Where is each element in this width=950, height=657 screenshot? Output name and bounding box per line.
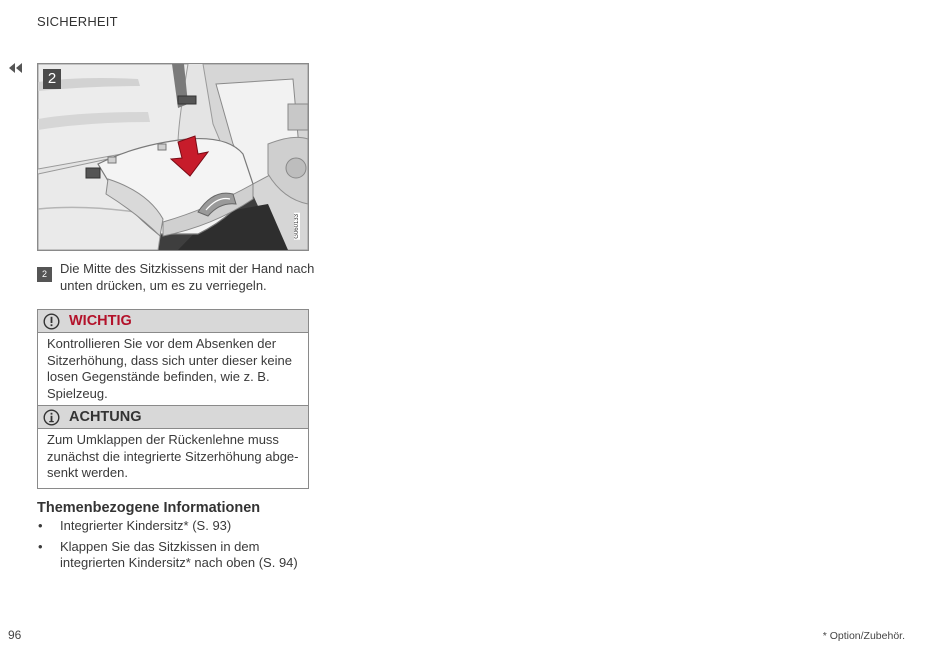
info-circle-icon xyxy=(43,409,60,426)
step-number-badge: 2 xyxy=(37,267,52,282)
important-box-header xyxy=(38,310,308,333)
exclamation-circle-icon xyxy=(43,313,60,330)
related-info-list xyxy=(37,518,312,576)
related-link-integrated-child-seat[interactable]: • Integrierter Kindersitz* (S. 93) xyxy=(37,518,312,535)
caution-box xyxy=(37,405,309,489)
figure-step-badge: 2 xyxy=(43,69,61,89)
related-link-fold-up-cushion[interactable]: • Klappen Sie das Sitzkissen in dem integrierten Kindersitz* nach oben (S. 94) xyxy=(37,539,312,572)
important-text: Kontrollieren Sie vor dem Absenken der Sitzerhöhung, dass sich unter dieser keine losen Gegenstände befinden, wie z. B. Spielzeug. xyxy=(47,336,292,401)
caution-box-header xyxy=(38,406,308,429)
seat-cushion-illustration xyxy=(38,64,308,250)
related-info-heading: Themenbezogene Informationen xyxy=(37,500,261,516)
important-title: WICHTIG xyxy=(69,313,132,329)
footnote: * Option/Zubehör. xyxy=(822,630,905,642)
caution-text: Zum Umklappen der Rückenlehne muss zunächst die integrierte Sitzerhöhung abgesenkt werden. xyxy=(47,432,299,480)
double-chevron-left-icon[interactable] xyxy=(8,62,24,74)
section-title: SICHERHEIT xyxy=(37,14,118,29)
step-text: Die Mitte des Sitzkissens mit der Hand nach unten drücken, um es zu verriegeln. xyxy=(60,261,315,293)
figure-code: G060133 xyxy=(294,214,300,239)
important-box xyxy=(37,309,309,409)
seat-illustration xyxy=(37,63,309,251)
caution-title: ACHTUNG xyxy=(69,409,142,425)
page-number: 96 xyxy=(8,628,22,642)
